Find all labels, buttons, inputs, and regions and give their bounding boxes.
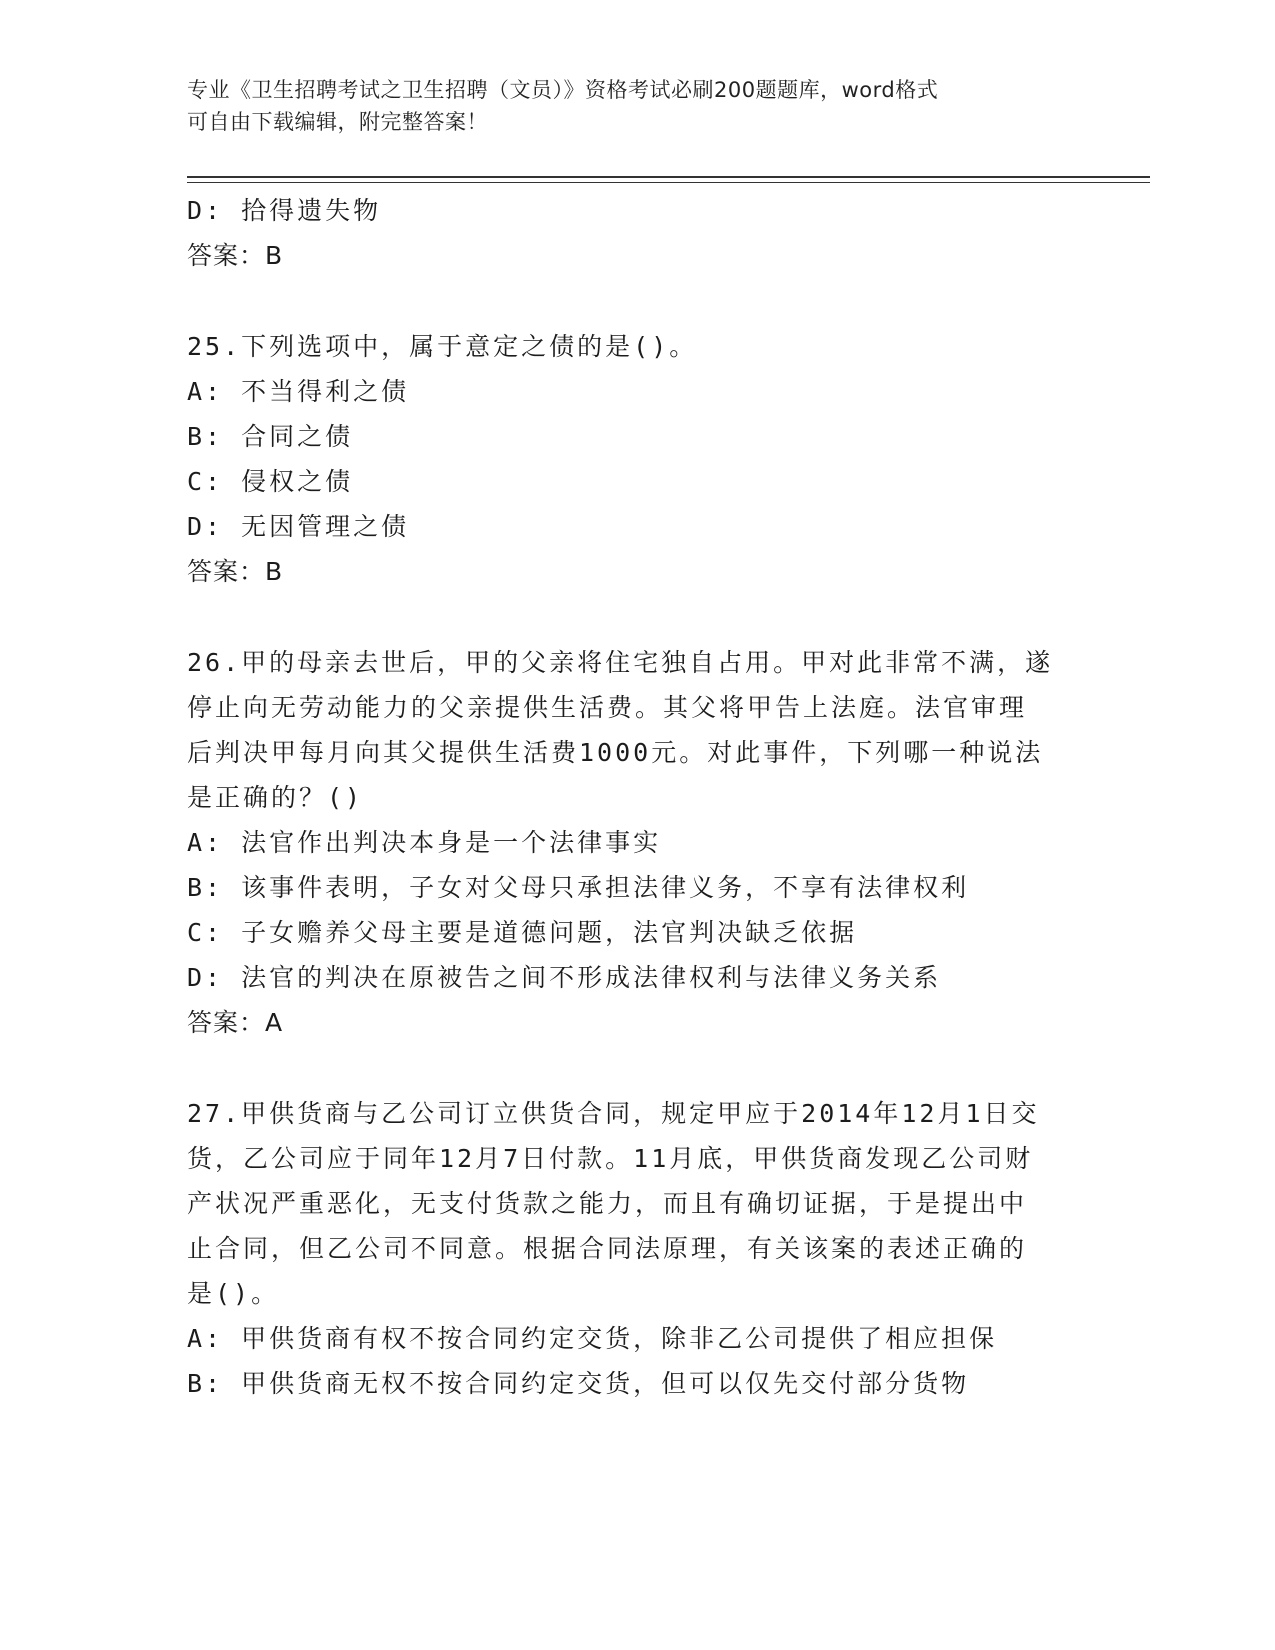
q26-option-a: A: 法官作出判决本身是一个法律事实 [187,828,662,857]
q26-answer: 答案：A [187,1008,284,1037]
q24-answer: 答案：B [187,241,284,270]
q27-stem-line: 是()。 [187,1279,280,1308]
document-header [187,74,1087,138]
q26-option-d: D: 法官的判决在原被告之间不形成法律权利与法律义务关系 [187,963,942,992]
spacer [187,278,1087,324]
question-24-tail [187,188,1087,278]
q26-stem-line: 26.甲的母亲去世后，甲的父亲将住宅独自占用。甲对此非常不满，遂 [187,648,1054,677]
spacer [187,1045,1087,1091]
question-list [187,188,1087,1406]
q25-option-d: D: 无因管理之债 [187,512,410,541]
q24-option-d: D: 拾得遗失物 [187,196,382,225]
q27-option-b: B: 甲供货商无权不按合同约定交货，但可以仅先交付部分货物 [187,1369,970,1398]
q26-option-b: B: 该事件表明，子女对父母只承担法律义务，不享有法律权利 [187,873,970,902]
q25-answer: 答案：B [187,557,284,586]
q27-option-a: A: 甲供货商有权不按合同约定交货，除非乙公司提供了相应担保 [187,1324,998,1353]
q26-stem-line: 是正确的？() [187,783,364,812]
q26-option-c: C: 子女赡养父母主要是道德问题，法官判决缺乏依据 [187,918,858,947]
header-line-1: 专业《卫生招聘考试之卫生招聘（文员）》资格考试必刷200题题库，word格式 [187,78,939,102]
header-line-2: 可自由下载编辑，附完整答案！ [187,110,488,134]
header-rule-thin [187,182,1150,183]
q27-stem-line: 27.甲供货商与乙公司订立供货合同，规定甲应于2014年12月1日交 [187,1099,1040,1128]
question-25 [187,324,1087,594]
header-rule-thick [187,176,1150,178]
question-26 [187,640,1087,1045]
q27-stem-line: 货，乙公司应于同年12月7日付款。11月底，甲供货商发现乙公司财 [187,1144,1034,1173]
spacer [187,594,1087,640]
q27-stem-line: 产状况严重恶化，无支付货款之能力，而且有确切证据，于是提出中 [187,1189,1028,1218]
q25-option-c: C: 侵权之债 [187,467,354,496]
q25-option-a: A: 不当得利之债 [187,377,410,406]
q26-stem-line: 停止向无劳动能力的父亲提供生活费。其父将甲告上法庭。法官审理 [187,693,1028,722]
q27-stem-line: 止合同，但乙公司不同意。根据合同法原理，有关该案的表述正确的 [187,1234,1028,1263]
q26-stem-line: 后判决甲每月向其父提供生活费1000元。对此事件，下列哪一种说法 [187,738,1044,767]
q25-option-b: B: 合同之债 [187,422,354,451]
question-27 [187,1091,1087,1406]
q25-stem: 25.下列选项中，属于意定之债的是()。 [187,332,698,361]
